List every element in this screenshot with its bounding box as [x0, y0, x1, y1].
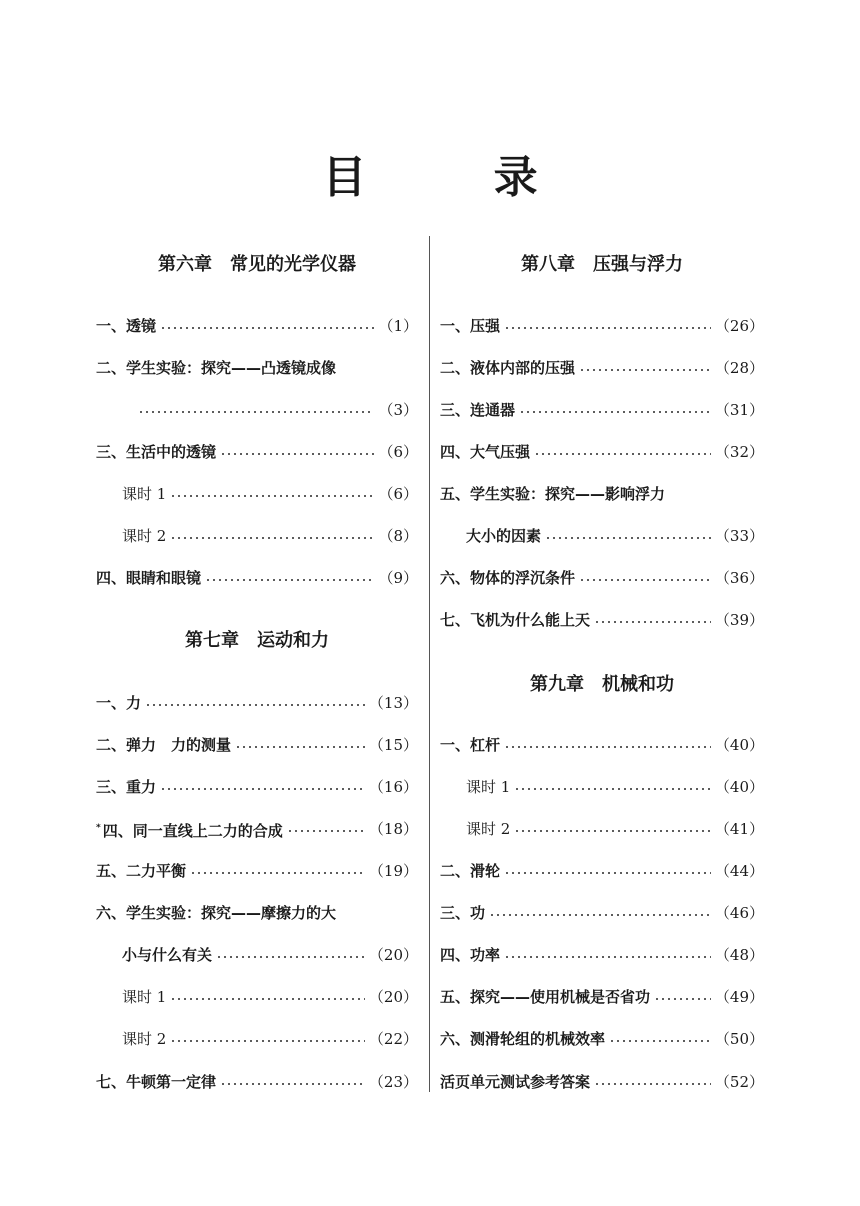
toc-subentry[interactable] [466, 817, 764, 841]
toc-entry-continuation[interactable] [134, 398, 418, 422]
entry-label: 四、功率 [440, 946, 501, 964]
dot-leader [205, 579, 374, 581]
entry-label: 六、测滑轮组的机械效率 [440, 1030, 606, 1048]
entry-label: 二、液体内部的压强 [440, 359, 576, 377]
entry-page: （13） [368, 694, 418, 712]
entry-page: （31） [714, 401, 764, 419]
entry-label: 四、大气压强 [440, 443, 531, 461]
toc-entry[interactable] [440, 985, 764, 1009]
entry-page: （39） [714, 611, 764, 629]
toc-subentry[interactable] [122, 1027, 418, 1051]
entry-label: 课时 1 [122, 988, 167, 1006]
entry-page: （40） [714, 778, 764, 796]
entry-page: （40） [714, 736, 764, 754]
toc-entry[interactable] [96, 817, 418, 841]
entry-label: 七、牛顿第一定律 [96, 1073, 217, 1091]
toc-entry[interactable] [96, 775, 418, 799]
dot-leader [170, 495, 374, 497]
dot-leader [145, 704, 365, 706]
entry-label: 三、重力 [96, 778, 157, 796]
dot-leader [504, 956, 711, 958]
dot-leader [170, 998, 365, 1000]
column-divider [429, 236, 430, 1092]
entry-label: 七、飞机为什么能上天 [440, 611, 591, 629]
toc-entry[interactable] [440, 608, 764, 632]
dot-leader [220, 1083, 365, 1085]
chapter-7-heading: 第七章 运动和力 [185, 630, 329, 651]
toc-entry[interactable] [440, 482, 764, 506]
entry-label: 六、物体的浮沉条件 [440, 569, 576, 587]
entry-page: （48） [714, 946, 764, 964]
dot-leader [514, 830, 711, 832]
entry-label: 二、滑轮 [440, 862, 501, 880]
entry-label: 一、力 [96, 694, 142, 712]
dot-leader [190, 872, 365, 874]
toc-entry[interactable] [440, 859, 764, 883]
entry-page: （9） [378, 569, 418, 587]
toc-entry[interactable] [440, 733, 764, 757]
dot-leader [220, 453, 374, 455]
dot-leader [594, 621, 711, 623]
entry-page: （22） [368, 1030, 418, 1048]
dot-leader [594, 1083, 711, 1085]
chapter-8-heading: 第八章 压强与浮力 [521, 254, 683, 275]
toc-entry[interactable] [440, 356, 764, 380]
entry-label: 三、功 [440, 904, 486, 922]
dot-leader [170, 1040, 365, 1042]
entry-page: （20） [368, 946, 418, 964]
toc-entry[interactable] [440, 943, 764, 967]
toc-entry[interactable] [96, 440, 418, 464]
dot-leader [609, 1040, 711, 1042]
chapter-6-heading: 第六章 常见的光学仪器 [158, 254, 356, 275]
toc-subentry[interactable] [466, 775, 764, 799]
toc-entry[interactable] [440, 398, 764, 422]
entry-label: 一、杠杆 [440, 736, 501, 754]
toc-entry[interactable] [440, 1027, 764, 1051]
toc-entry[interactable] [440, 566, 764, 590]
entry-label-text: 四、同一直线上二力的合成 [102, 821, 283, 840]
toc-entry[interactable] [96, 859, 418, 883]
dot-leader [654, 998, 711, 1000]
entry-label [96, 816, 283, 843]
toc-entry[interactable] [96, 1070, 418, 1094]
entry-page: （3） [378, 401, 418, 419]
entry-page: （44） [714, 862, 764, 880]
chapter-9-heading: 第九章 机械和功 [530, 674, 674, 695]
entry-page: （33） [714, 527, 764, 545]
entry-label: 二、弹力 力的测量 [96, 736, 232, 754]
entry-page: （19） [368, 862, 418, 880]
entry-page: （6） [378, 443, 418, 461]
entry-label: 五、二力平衡 [96, 862, 187, 880]
entry-page: （49） [714, 988, 764, 1006]
entry-page: （32） [714, 443, 764, 461]
dot-leader [138, 411, 374, 413]
toc-entry[interactable] [96, 314, 418, 338]
toc-entry[interactable] [440, 440, 764, 464]
dot-leader [504, 327, 711, 329]
dot-leader [579, 369, 711, 371]
entry-label: 五、学生实验：探究——影响浮力 [440, 485, 666, 503]
dot-leader [170, 537, 374, 539]
dot-leader [545, 537, 711, 539]
entry-page: （15） [368, 736, 418, 754]
entry-label: 三、生活中的透镜 [96, 443, 217, 461]
toc-entry[interactable] [96, 691, 418, 715]
entry-label: 一、压强 [440, 317, 501, 335]
entry-label: 小与什么有关 [122, 946, 213, 964]
dot-leader [504, 746, 711, 748]
toc-entry[interactable] [440, 314, 764, 338]
toc-entry-continuation[interactable] [122, 943, 418, 967]
toc-entry[interactable] [96, 566, 418, 590]
dot-leader [579, 579, 711, 581]
toc-subentry[interactable] [122, 482, 418, 506]
entry-label: 五、探究——使用机械是否省功 [440, 988, 651, 1006]
entry-label: 课时 1 [466, 778, 511, 796]
entry-label: 活页单元测试参考答案 [440, 1073, 591, 1091]
dot-leader [519, 411, 711, 413]
entry-page: （16） [368, 778, 418, 796]
entry-label: 一、透镜 [96, 317, 157, 335]
entry-page: （50） [714, 1030, 764, 1048]
entry-label: 三、连通器 [440, 401, 516, 419]
entry-page: （8） [378, 527, 418, 545]
entry-label: 课时 1 [122, 485, 167, 503]
entry-page: （36） [714, 569, 764, 587]
entry-page: （1） [378, 317, 418, 335]
dot-leader [504, 872, 711, 874]
toc-entry[interactable] [440, 901, 764, 925]
dot-leader [489, 914, 711, 916]
entry-page: （26） [714, 317, 764, 335]
entry-label: 课时 2 [122, 527, 167, 545]
dot-leader [287, 830, 365, 832]
dot-leader [514, 788, 711, 790]
toc-entry[interactable] [440, 1070, 764, 1094]
entry-page: （46） [714, 904, 764, 922]
dot-leader [160, 327, 374, 329]
entry-label: 六、学生实验：探究——摩擦力的大 [96, 904, 337, 922]
toc-entry-continuation[interactable] [466, 524, 764, 548]
entry-label: 四、眼睛和眼镜 [96, 569, 202, 587]
dot-leader [235, 746, 365, 748]
toc-entry[interactable] [96, 901, 418, 925]
dot-leader [160, 788, 365, 790]
toc-subentry[interactable] [122, 985, 418, 1009]
entry-page: （6） [378, 485, 418, 503]
entry-page: （41） [714, 820, 764, 838]
toc-subentry[interactable] [122, 524, 418, 548]
entry-label: 二、学生实验：探究——凸透镜成像 [96, 359, 337, 377]
entry-page: （20） [368, 988, 418, 1006]
dot-leader [534, 453, 711, 455]
entry-label: 大小的因素 [466, 527, 542, 545]
page-title: 目 录 [322, 152, 594, 203]
entry-label: 课时 2 [122, 1030, 167, 1048]
dot-leader [216, 956, 365, 958]
entry-page: （28） [714, 359, 764, 377]
entry-label: 课时 2 [466, 820, 511, 838]
toc-entry[interactable] [96, 733, 418, 757]
optional-star-mark: * [96, 822, 101, 833]
entry-page: （23） [368, 1073, 418, 1091]
toc-entry[interactable] [96, 356, 418, 380]
entry-page: （52） [714, 1073, 764, 1091]
entry-page: （18） [368, 820, 418, 838]
